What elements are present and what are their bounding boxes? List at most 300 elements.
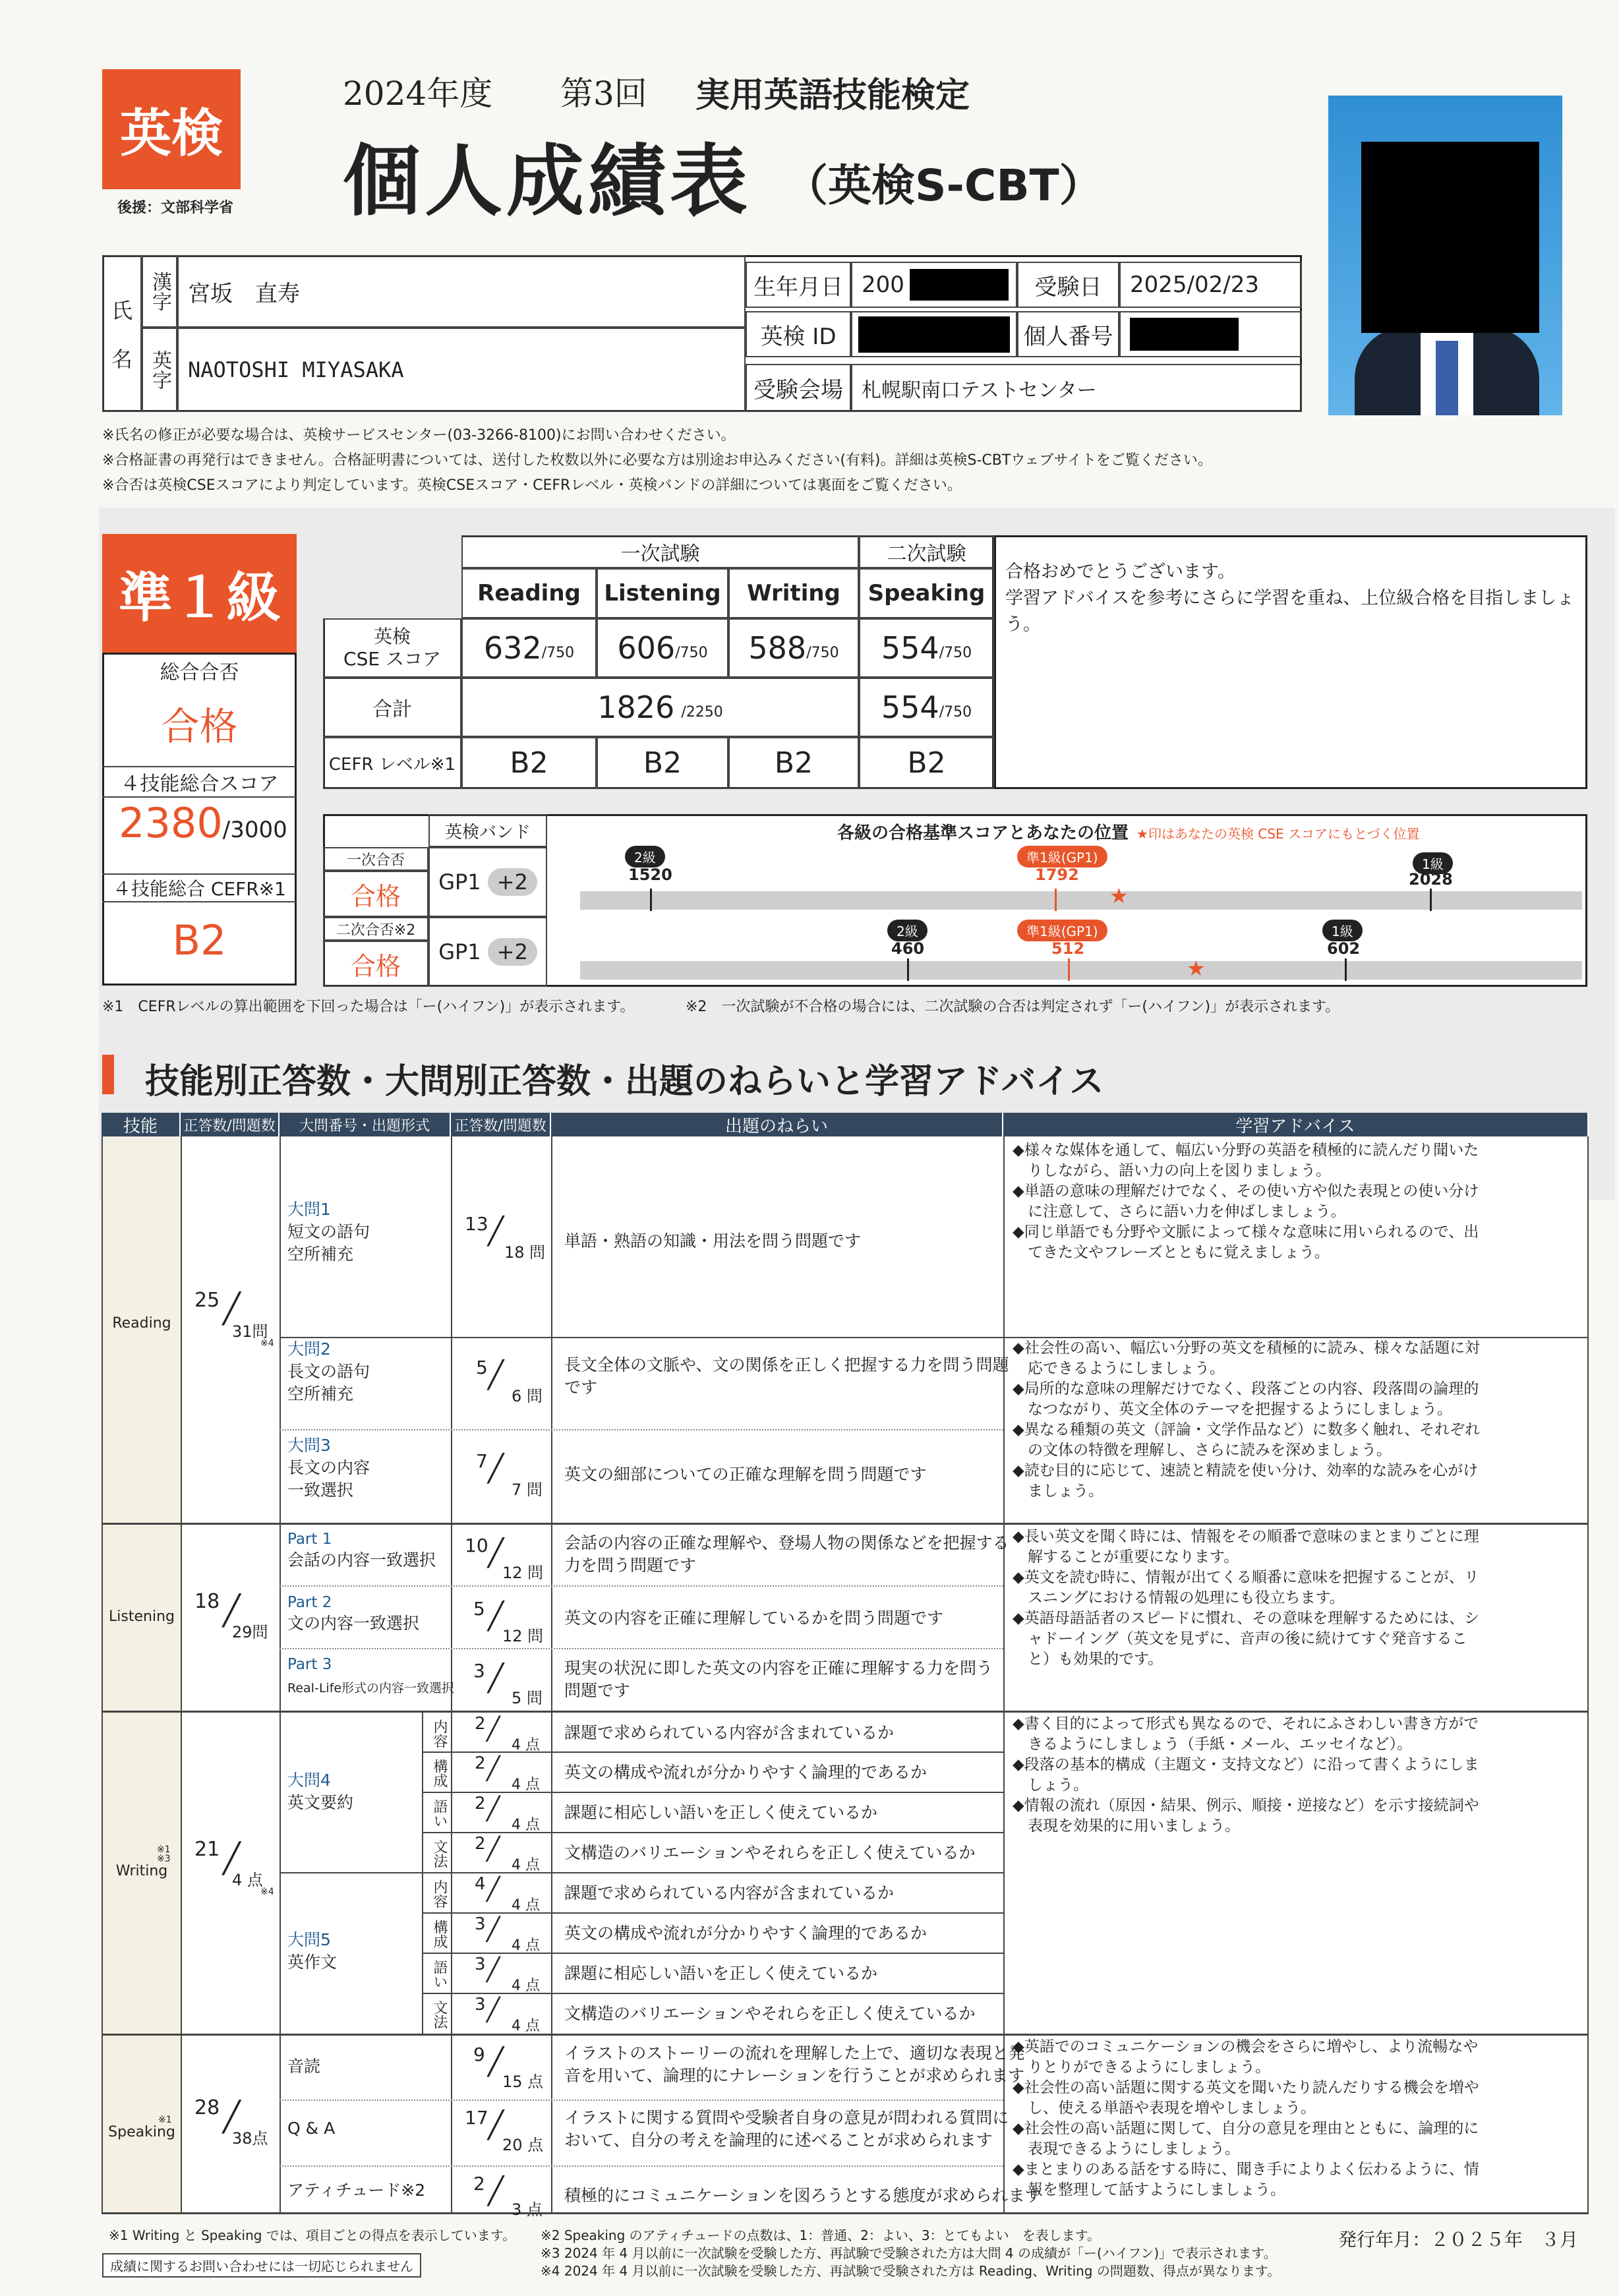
message-line-1: 合格おめでとうございます。 [1005,562,1235,582]
reading-slash: ╱ [223,1292,241,1326]
top-note-1: ※氏名の修正が必要な場合は、英検サービスセンター(03-3266-8100)にお問い合わせください。 [102,427,736,444]
band-row1-1kyu-pill: 1級 [1413,852,1453,874]
reading-advice-1-line: ◆単語の意味の理解だけでなく、その使い方や似た表現との使い分け [1013,1183,1479,1200]
listening-p2-aim: 英文の内容を正確に理解しているかを問う問題です [564,1608,944,1628]
footer-note-4: ※4 2024 年 4 月以前に一次試験を受験した方、再試験で受験された方は Reading、Writing の問題数、得点が異なります。 [541,2263,1281,2279]
speaking-s1-title: 音読 [287,2057,321,2076]
listening-advice-line: ◆英語母語話者のスピードに慣れ、その意味を理解するためには、シ [1013,1610,1480,1627]
band-row2-band: GP1 [438,939,481,964]
writing-q4-aim-content: 課題で求められている内容が含まれているか [564,1723,895,1742]
writing-q4-criteria-grammar: 文法 [431,1839,448,1868]
writing-q4-slash-vocab: ╱ [486,1796,500,1822]
birth-label: 生年月日 [746,262,851,308]
reading-advice-1 [1013,1140,1586,1263]
writing-advice-line: きるようにしましょう（手紙・メール、エッセイなど）。 [1013,1736,1413,1753]
name-eiji: NAOTOSHI MIYASAKA [177,328,746,412]
cse-listening [597,618,728,678]
band-row1-1kyu-score: 2028 [1409,870,1453,889]
section-title-bar [102,1055,114,1094]
writing-q5-slash-vocab: ╱ [486,1957,500,1983]
reading-skill: Reading [112,1315,171,1332]
col-header-advice: 学習アドバイス [1003,1113,1589,1136]
listening-p3-sub: Real-Life形式の内容一致選択 [287,1681,455,1695]
reading-advice-1-line: りしながら、語い力の向上を図りましょう。 [1013,1162,1331,1179]
listening-divider-1 [280,1585,1003,1587]
band-position-header [837,819,1420,844]
speaking-advice-line: 表現できるようにしましょう。 [1013,2140,1240,2158]
writing-q5-slash-structure: ╱ [486,1916,500,1943]
listening-p1-sub: 会話の内容一致選択 [287,1550,436,1570]
total-label: 合計 [323,678,461,737]
overall-result: 合格 [161,704,238,749]
band-row1-label: 一次合否 [323,847,428,871]
skill-header-listening: Listening [597,568,728,618]
reading-q3-sub2: 一致選択 [287,1481,354,1500]
reading-q3-title: 大問3 [287,1436,331,1455]
listening-p1-title: Part 1 [287,1531,332,1548]
footer-note-1: ※1 Writing と Speaking では、項目ごとの得点を表示しています。 [109,2227,516,2243]
cse-listening-value: 606 [617,630,676,666]
birth-value: 200 [862,272,904,298]
speaking-s2-max: 20 点 [502,2136,544,2154]
message-line-2: 学習アドバイスを参考にさらに学習を重ね、上位級合格を目指しましょう。 [1005,588,1575,635]
band-row1-band: GP1 [438,869,481,895]
speaking-skill: Speaking [108,2124,175,2140]
listening-p2-slash: ╱ [488,1601,504,1632]
top-note-2: ※合格証書の再発行はできません。合格証明書については、送付した枚数以外に必要な方は別途お申込みください(有料)。詳細は英検S-CBTウェブサイトをご覧ください。 [102,452,1212,469]
listening-p3-slash: ╱ [488,1663,504,1693]
writing-q4-slash-content: ╱ [486,1716,500,1742]
overall-label: 総合合否 [160,661,239,684]
writing-q4-criteria-structure: 構成 [431,1759,448,1788]
band-row2-jun1-pill: 準1級(GP1) [1017,920,1107,941]
writing-q5-aim-vocab: 課題に相応しい語いを正しく使えているか [564,1964,878,1983]
reading-q2-title: 大問2 [287,1339,331,1359]
section-title: 技能別正答数・大問別正答数・出題のねらいと学習アドバイス [145,1062,1104,1102]
listening-p2-sub: 文の内容一致選択 [287,1614,420,1633]
band-header: 英検バンド [428,814,547,847]
listening-p2-score: 5 [473,1598,485,1620]
writing-q4-aim-grammar: 文構造のバリエーションやそれらを正しく使えているか [564,1843,976,1862]
cse-reading-max: /750 [541,644,575,661]
cefr-total: B2 [172,916,227,964]
band-row2-jun1-score: 512 [1051,939,1085,958]
writing-q5-score-vocab: 3 [475,1955,486,1974]
second-total-value: 554 [881,690,939,725]
writing-mark-2: ※3 [157,1854,171,1864]
reading-q3-max: 7 問 [512,1481,543,1499]
band-position-note: ★印はあなたの英検 CSE スコアにもとづく位置 [1136,826,1420,842]
cse-writing [728,618,859,678]
writing-q5-slash-grammar: ╱ [486,1997,500,2023]
divider-listening [102,1523,1589,1525]
speaking-max: 38点 [232,2129,268,2148]
band-row2-band-cell [428,917,547,987]
skill-col-bg [103,1136,181,2212]
eiji-label: 英字 [142,328,177,412]
writing-q4-slash-grammar: ╱ [486,1836,500,1862]
reading-q3-slash: ╱ [488,1454,504,1484]
speaking-s2-aim1: イラストに関する質問や受験者自身の意見が問われる質問に [564,2108,1009,2127]
writing-score: 21 [194,1838,220,1861]
sponsor-text: 後援：文部科学省 [117,200,234,216]
writing-q5-criteria-grammar: 文法 [431,2000,448,2029]
band-row2-bar [580,961,1582,980]
reading-q3-aim: 英文の細部についての正確な理解を問う問題です [564,1465,927,1484]
reading-q2-aim1: 長文全体の文脈や、文の関係を正しく把握する力を問う問題 [564,1355,1009,1374]
reading-advice-1-line: てきた文やフレーズとともに覚えましょう。 [1013,1244,1330,1261]
first-total [461,678,859,737]
cse-speaking-value: 554 [881,630,939,666]
listening-advice-line: ◆長い英文を聞く時には、情報をその順番で意味のまとまりごとに理 [1013,1528,1479,1545]
reading-q2-sub1: 長文の語句 [287,1362,370,1381]
band-row2-label: 二次合否※2 [323,917,428,941]
col-header-total: 正答数/問題数 [181,1113,280,1136]
speaking-s1-aim2: 音を用いて、論理的にナレーションを行うことが求められます [564,2066,1025,2085]
speaking-s1-score: 9 [473,2044,485,2065]
writing-advice-line: 表現を効果的に用いましょう。 [1013,1817,1240,1835]
band-row2-delta: +2 [488,938,537,966]
listening-p1-score: 10 [465,1535,488,1556]
band-row1-tick-jun1 [1055,889,1057,911]
listening-p1-aim2: 力を問う問題です [564,1556,697,1575]
cse-writing-value: 588 [748,630,807,666]
cse-label-1: 英検 [373,626,411,647]
writing-q4-max-structure: 4 点 [512,1777,540,1793]
writing-q5-score-content: 4 [475,1874,486,1894]
writing-q5-title: 大問5 [287,1930,331,1949]
listening-advice-line: スニングにおける情報の処理にも役立ちます。 [1013,1589,1345,1606]
speaking-s1-slash: ╱ [488,2047,504,2077]
first-stage-header: 一次試験 [461,535,859,568]
band-row1-band-cell [428,847,547,917]
band-row1-delta: +2 [488,868,537,896]
second-total [859,678,994,737]
mid-note-1: ※1 CEFRレベルの算出範囲を下回った場合は「ー(ハイフン)」が表示されます。 [102,999,635,1015]
reading-q1-sub1: 短文の語句 [287,1222,370,1241]
writing-q5-max-grammar: 4 点 [512,2018,540,2034]
reading-advice-1-line: に注意して、さらに語い力を伸ばしましょう。 [1013,1203,1346,1220]
eiken-id-value [851,311,1017,357]
writing-q4-max-vocab: 4 点 [512,1817,540,1833]
reading-advice-2-line: なつながり、英文全体のテーマを把握するようにしましょう。 [1013,1401,1452,1418]
personal-no-redaction [1130,318,1239,351]
issue-date: 発行年月：２０２５年 ３月 [1338,2229,1579,2251]
eiken-id-label: 英検 ID [746,311,851,357]
band-row2-2kyu-score: 460 [891,939,925,958]
writing-q4-title: 大問4 [287,1771,331,1790]
vline-1 [181,1136,182,2214]
writing-advice-line: しょう。 [1013,1777,1088,1794]
writing-q5-aim-grammar: 文構造のバリエーションやそれらを正しく使えているか [564,2004,976,2023]
divider-writing [102,1711,1589,1713]
listening-max: 29問 [232,1623,268,1641]
exam-year: 2024年度 [343,74,493,113]
listening-p2-title: Part 2 [287,1594,332,1611]
reading-q1-title: 大問1 [287,1200,331,1219]
cse-writing-max: /750 [806,644,839,661]
venue-label: 受験会場 [746,364,851,412]
band-row1-tick-1kyu [1430,889,1432,911]
top-note-3: ※合否は英検CSEスコアにより判定しています。英検CSEスコア・CEFRレベル・英検バンドの詳細については裏面をご覧ください。 [102,477,962,494]
cse-label-2: CSE スコア [343,648,441,670]
band-row2-result: 合格 [323,941,428,987]
reading-q1-max: 18 問 [504,1243,546,1262]
reading-advice-2-line: ◆読む目的に応じて、速読と精読を使い分け、効率的な読みを心がけ [1013,1462,1479,1479]
name-label-cell [102,255,142,412]
writing-max: 4 点 [232,1871,263,1889]
first-total-max: /2250 [681,703,723,721]
page-title: 個人成績表 [343,136,752,227]
listening-p1-aim1: 会話の内容の正確な理解や、登場人物の関係などを把握する [564,1533,1009,1552]
personal-no-value [1119,311,1302,357]
speaking-advice-line: ◆社会性の高い話題に関して、自分の意見を理由とともに、論理的に [1013,2120,1479,2137]
reading-q1-slash: ╱ [488,1216,504,1247]
name-kanji: 宮坂 直寿 [177,255,746,328]
writing-q5-slash-content: ╱ [486,1876,500,1902]
reading-advice-2-line: 応できるようにしましょう。 [1013,1360,1225,1377]
speaking-s2-aim2: おいて、自分の考えを論理的に述べることが求められます [564,2131,993,2150]
cover-top-left [323,535,461,618]
cse-label [323,618,461,678]
reading-advice-1-line: ◆同じ単語でも分野や文脈によって様々な意味に用いられるので、出 [1013,1223,1479,1241]
speaking-s3-slash: ╱ [488,2176,504,2206]
listening-p3-aim2: 問題です [564,1681,631,1700]
listening-advice-line: と）も効果的です。 [1013,1651,1163,1668]
candidate-photo [1328,96,1562,415]
total-score-wrap [119,799,287,847]
writing-advice-line: ◆情報の流れ（原因・結果、例示、順接・逆接など）を示す接続詞や [1013,1797,1479,1814]
writing-q5-criteria-structure: 構成 [431,1920,448,1949]
speaking-advice-line: りとりができるようにしましょう。 [1013,2059,1270,2076]
writing-row-divider [422,1792,1003,1793]
writing-q5-max-structure: 4 点 [512,1937,540,1954]
vline-4 [551,1136,552,2214]
second-total-max: /750 [939,703,972,721]
writing-q4-sub: 英文要約 [287,1793,354,1812]
cse-reading [461,618,597,678]
cefr-writing: B2 [728,737,859,789]
writing-q4-max-content: 4 点 [512,1737,540,1753]
speaking-s3-score: 2 [473,2173,485,2194]
band-row1-2kyu-pill: 2級 [625,846,665,868]
writing-q4-aim-vocab: 課題に相応しい語いを正しく使えているか [564,1803,878,1822]
col-header-aim: 出題のねらい [551,1113,1003,1136]
col-header-question: 大問番号・出題形式 [280,1113,451,1136]
face-redaction [1361,142,1539,333]
birth-value-cell [851,262,1017,308]
footer-note-2: ※2 Speaking のアティチュードの点数は、1：普通、2：よい、3：とてもよい を表します。 [541,2227,1101,2243]
total-score: 2380 [119,799,223,847]
reading-q1-sub2: 空所補充 [287,1245,354,1264]
writing-advice [1013,1714,1586,1837]
reading-advice-1-line: ◆様々な媒体を通して、幅広い分野の英語を積極的に読んだり聞いた [1013,1142,1479,1159]
band-row1-2kyu-score: 1520 [628,866,672,884]
speaking-score: 28 [194,2096,220,2119]
writing-q5-score-structure: 3 [475,1914,486,1934]
reading-q3-score: 7 [476,1450,488,1472]
cefr-reading: B2 [461,737,597,789]
writing-q5-sub: 英作文 [287,1953,338,1972]
col-header-skill: 技能 [102,1113,181,1136]
second-stage-header: 二次試験 [859,535,994,568]
venue-value: 札幌駅南口テストセンター [851,364,1302,412]
band-row2-1kyu-score: 602 [1327,939,1361,958]
writing-q5-max-content: 4 点 [512,1897,540,1914]
listening-advice [1013,1527,1586,1670]
speaking-advice-line: ◆まとまりのある話をする時に、聞き手によりよく伝わるように、情 [1013,2161,1479,2178]
writing-q5-criteria-content: 内容 [431,1879,448,1908]
listening-p3-title: Part 3 [287,1656,332,1673]
speaking-advice-line: ◆英語でのコミュニケーションの機会をさらに増やし、より流暢なや [1013,2038,1479,2055]
listening-advice-line: ◆英文を読む時に、情報が出てくる順番に意味を把握することが、リ [1013,1569,1479,1586]
band-row2-tick-jun1 [1068,958,1070,981]
speaking-s3-title: アティチュード※2 [287,2181,426,2200]
cse-listening-max: /750 [675,644,708,661]
listening-p3-aim1: 現実の状況に即した英文の内容を正確に理解する力を問う [564,1659,993,1678]
writing-q5-aim-structure: 英文の構成や流れが分かりやすく論理的であるか [564,1924,927,1943]
band-row2-2kyu-pill: 2級 [887,920,927,941]
reading-q2-slash: ╱ [488,1360,504,1390]
reading-divider-q3 [280,1429,1003,1430]
speaking-s1-aim1: イラストのストーリーの流れを理解した上で、適切な表現と発 [564,2044,1025,2063]
exam-date-label: 受験日 [1017,262,1119,308]
speaking-divider-2 [280,2165,1003,2167]
writing-q4-score-vocab: 2 [475,1794,486,1813]
skill-header-writing: Writing [728,568,859,618]
speaking-slash: ╱ [223,2100,241,2134]
writing-row-divider [422,1953,1003,1954]
listening-p1-slash: ╱ [488,1538,504,1568]
speaking-advice-line: 報を整理して話すようにしましょう。 [1013,2181,1285,2198]
divider-speaking [102,2034,1589,2036]
kanji-label: 漢字 [142,255,177,328]
speaking-s1-max: 15 点 [502,2073,544,2091]
exam-name: 実用英語技能検定 [695,76,970,115]
reading-q3-sub1: 長文の内容 [287,1458,370,1477]
band-row1-star: ★ [1109,883,1129,908]
writing-q4-max-grammar: 4 点 [512,1857,540,1873]
band-row2-1kyu-pill: 1級 [1322,920,1363,941]
reading-q2-aim2: です [564,1378,598,1397]
writing-divider-q5 [280,1872,1003,1873]
cefr-listening: B2 [597,737,728,789]
reading-advice-2 [1013,1338,1586,1502]
speaking-advice-line: し、使える単語や表現を増やしましょう。 [1013,2100,1316,2117]
writing-advice-line: ◆書く目的によって形式も異なるので、それにふさわしい書き方がで [1013,1715,1479,1732]
eiken-logo: 英検 [102,69,241,189]
footer-note-3: ※3 2024 年 4 月以前に一次試験を受験した方、再試験で受験された方は大問 4 の成績が「ー(ハイフン)」で表示されます。 [541,2245,1277,2261]
exam-round: 第3回 [560,74,647,113]
listening-slash: ╱ [223,1594,241,1628]
mid-note-2: ※2 一次試験が不合格の場合には、二次試験の合否は判定されず「ー(ハイフン)」が表示されます。 [686,999,1340,1015]
band-row1-jun1-score: 1792 [1035,866,1079,884]
skill-header-speaking: Speaking [859,568,994,618]
reading-advice-2-line: ◆社会性の高い、幅広い分野の英文を積極的に読み、様々な話題に対 [1013,1339,1481,1357]
band-position-title: 各級の合格基準スコアとあなたの位置 [837,823,1129,843]
cse-reading-value: 632 [483,630,542,666]
speaking-s2-score: 17 [465,2107,488,2129]
reading-q2-score: 5 [476,1357,488,1378]
reading-advice-2-line: ◆異なる種類の英文（評論・文学作品など）に数多く触れ、それぞれ [1013,1421,1481,1438]
speaking-divider-1 [280,2100,1003,2101]
eiken-id-redaction [858,316,1010,353]
writing-q5-score-grammar: 3 [475,1995,486,2015]
listening-advice-line: 解することが重要になります。 [1013,1548,1239,1566]
tie-shape [1436,341,1458,415]
listening-p3-score: 3 [473,1660,485,1682]
cefr-label: CEFR レベル※1 [323,737,461,789]
grade-badge: 準１級 [102,534,297,653]
writing-q4-criteria-vocab: 語い [431,1799,448,1828]
birth-redaction [910,269,1009,301]
name-label-1: 氏 [111,298,132,323]
skill-header-reading: Reading [461,568,597,618]
total-score-max: /3000 [222,817,287,843]
reading-q1-score: 13 [465,1213,488,1235]
writing-row-divider [422,1993,1003,1994]
band-row1-jun1-pill: 準1級(GP1) [1017,846,1107,868]
name-label-2: 名 [111,347,132,372]
writing-mark-3: ※4 [260,1887,274,1897]
band-row2-tick-2kyu [907,958,909,981]
writing-skill: Writing [115,1863,168,1879]
vline-3 [451,1136,452,2214]
reading-q2-sub2: 空所補充 [287,1384,354,1403]
personal-no-label: 個人番号 [1017,311,1119,357]
cse-speaking [859,618,994,678]
writing-row-divider [422,1912,1003,1914]
writing-q5-max-vocab: 4 点 [512,1978,540,1994]
speaking-s2-slash: ╱ [488,2110,504,2140]
reading-advice-2-line: の文体の特徴を理解し、さらに読みを深めましょう。 [1013,1442,1392,1459]
listening-p1-max: 12 問 [502,1564,544,1582]
reading-q1-aim: 単語・熟語の知識・用法を問う問題です [564,1231,862,1251]
cefr-total-label: ４技能総合 CEFR※1 [102,873,297,902]
reading-advice-2-line: ◆局所的な意味の理解だけでなく、段落ごとの内容、段落間の論理的 [1013,1380,1479,1398]
cse-speaking-max: /750 [939,644,972,661]
speaking-mark: ※1 [158,2115,172,2125]
writing-slash: ╱ [223,1842,241,1875]
reading-q2-max: 6 問 [512,1387,543,1405]
reading-score: 25 [194,1289,220,1312]
listening-p3-max: 5 問 [512,1689,543,1707]
writing-row-divider [422,1832,1003,1833]
writing-q4-aim-structure: 英文の構成や流れが分かりやすく論理的であるか [564,1763,927,1782]
col-header-qscore: 正答数/問題数 [451,1113,551,1136]
writing-q4-criteria-content: 内容 [431,1719,448,1748]
total-score-label: ４技能総合スコア [102,766,297,798]
reading-max: 31問 [232,1322,268,1341]
speaking-advice-line: ◆社会性の高い話題に関する英文を聞いたり読んだりする機会を増や [1013,2079,1479,2096]
speaking-s3-max: 3 点 [512,2200,543,2219]
listening-p2-max: 12 問 [502,1627,544,1645]
writing-advice-line: ◆段落の基本的構成（主題文・支持文など）に沿って書くようにしま [1013,1756,1479,1773]
speaking-s3-aim: 積極的にコミュニケーションを図ろうとする態度が求められます [564,2186,1042,2205]
first-total-value: 1826 [597,690,675,725]
speaking-advice [1013,2037,1586,2200]
writing-q4-score-structure: 2 [475,1753,486,1773]
writing-q5-aim-content: 課題で求められている内容が含まれているか [564,1883,895,1902]
listening-score: 18 [194,1590,220,1613]
reading-mark: ※4 [260,1338,274,1349]
listening-advice-line: ャドーイング（英文を見ずに、音声の後に続けてすぐ発音するこ [1013,1630,1467,1647]
writing-q4-score-grammar: 2 [475,1834,486,1854]
vline-2 [280,1136,281,2214]
band-row2-star: ★ [1187,956,1206,981]
band-row1-bar [580,891,1582,910]
listening-skill: Listening [109,1608,175,1625]
